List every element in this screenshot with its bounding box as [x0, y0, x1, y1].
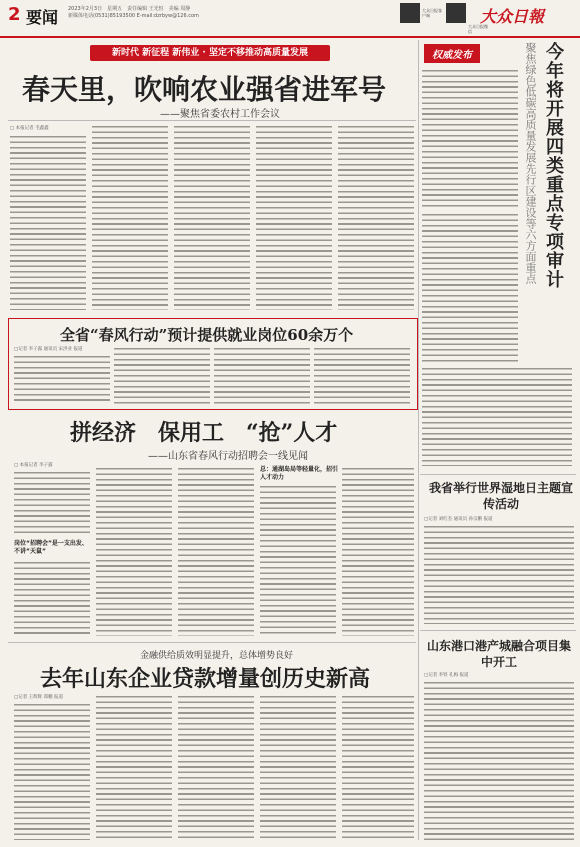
audit-column-3	[422, 366, 572, 466]
loans-column-2	[96, 694, 172, 840]
loans-headline: 去年山东企业贷款增量创历史新高	[40, 666, 371, 692]
wetland-byline: □记者 刘红杰 通讯员 孙宗鹏 报道	[424, 517, 493, 522]
audit-column-2	[422, 212, 518, 362]
talent-column-1b	[14, 560, 90, 636]
lead-column-4	[256, 124, 332, 310]
port-body	[424, 680, 574, 840]
qr-code-icon	[400, 3, 420, 23]
audit-vertical-headline: 今年将开展四类重点专项审计	[543, 42, 564, 289]
talent-subhead-2: 总：通湖岛局等轻量化，招引人才动力	[260, 466, 339, 481]
jobs-headline: 全省“春风行动”预计提供就业岗位60余万个	[60, 326, 354, 344]
lead-column-2	[92, 124, 168, 310]
masthead-meta	[68, 6, 238, 20]
talent-column-1a	[14, 470, 90, 536]
wetland-body	[424, 524, 574, 624]
talent-subhead-1: 岗位“招聘会”是一支出发、不讲”天鼠”	[14, 540, 88, 555]
right-column-divider	[418, 40, 419, 840]
newspaper-logo: 大众日報	[480, 7, 545, 26]
talent-headline: 拼经济 保用工 “抢”人才	[70, 420, 338, 446]
loans-column-5	[342, 694, 414, 840]
meta-line-2: 新媒体电话(0531)85193500 E-mail:dzrbyw@126.com	[68, 13, 199, 19]
loans-column-1	[14, 702, 90, 840]
qr-label-app: 大众日报客户端	[422, 8, 442, 18]
port-headline: 山东港口港产城融合项目集中开工	[426, 639, 571, 669]
wetland-rule	[420, 474, 576, 475]
page-number: 2	[8, 4, 21, 25]
lead-rule	[8, 120, 416, 121]
wetland-headline: 我省举行世界湿地日主题宣传活动	[428, 481, 573, 511]
loans-rule	[8, 642, 416, 643]
lead-column-1	[10, 134, 86, 310]
section-name: 要闻	[26, 8, 59, 27]
talent-column-3	[178, 466, 254, 636]
audit-column-1	[422, 68, 518, 208]
jobs-column-1	[14, 354, 110, 404]
meta-line-1: 2023年2月3日 星期五 责任编辑 王光恒 美编 周静	[68, 6, 191, 12]
talent-subtitle: ——山东省春风行动招聘会一线见闻	[148, 451, 308, 462]
lead-column-3	[174, 124, 250, 310]
talent-column-5	[342, 466, 414, 636]
loans-kicker: 金融供给质效明显提升，总体增势良好	[140, 651, 294, 661]
lead-headline: 春天里，吹响农业强省进军号	[22, 73, 387, 106]
header-rule	[0, 36, 580, 38]
qr-label-wechat: 大众日报微信	[468, 24, 488, 34]
talent-column-4	[260, 484, 336, 636]
theme-banner: 新时代 新征程 新伟业 · 坚定不移推动高质量发展	[90, 45, 330, 61]
release-badge: 权威发布	[424, 44, 480, 63]
talent-column-2	[96, 466, 172, 636]
loans-column-3	[178, 694, 254, 840]
talent-byline: □ 本报记者 李子露	[14, 463, 53, 468]
loans-column-4	[260, 694, 336, 840]
port-rule	[420, 630, 576, 631]
qr-code-icon	[446, 3, 466, 23]
port-byline: □记者 李铁 孔梅 报道	[424, 673, 469, 678]
jobs-column-4	[314, 346, 410, 404]
lead-byline: □ 本报记者 毛鑫鑫	[10, 126, 49, 131]
jobs-column-2	[114, 346, 210, 404]
loans-byline: □记者 王辉辉 郑鹏 报道	[14, 695, 64, 700]
lead-subtitle: ——聚焦省委农村工作会议	[160, 109, 280, 120]
jobs-byline: □记者 李子露 通讯员 宋洪业 报道	[14, 347, 83, 352]
lead-column-5	[338, 124, 414, 310]
jobs-column-3	[214, 346, 310, 404]
audit-vertical-subtitle: 聚焦绿色低碳高质量发展先行区建设等六方面重点	[524, 42, 537, 284]
